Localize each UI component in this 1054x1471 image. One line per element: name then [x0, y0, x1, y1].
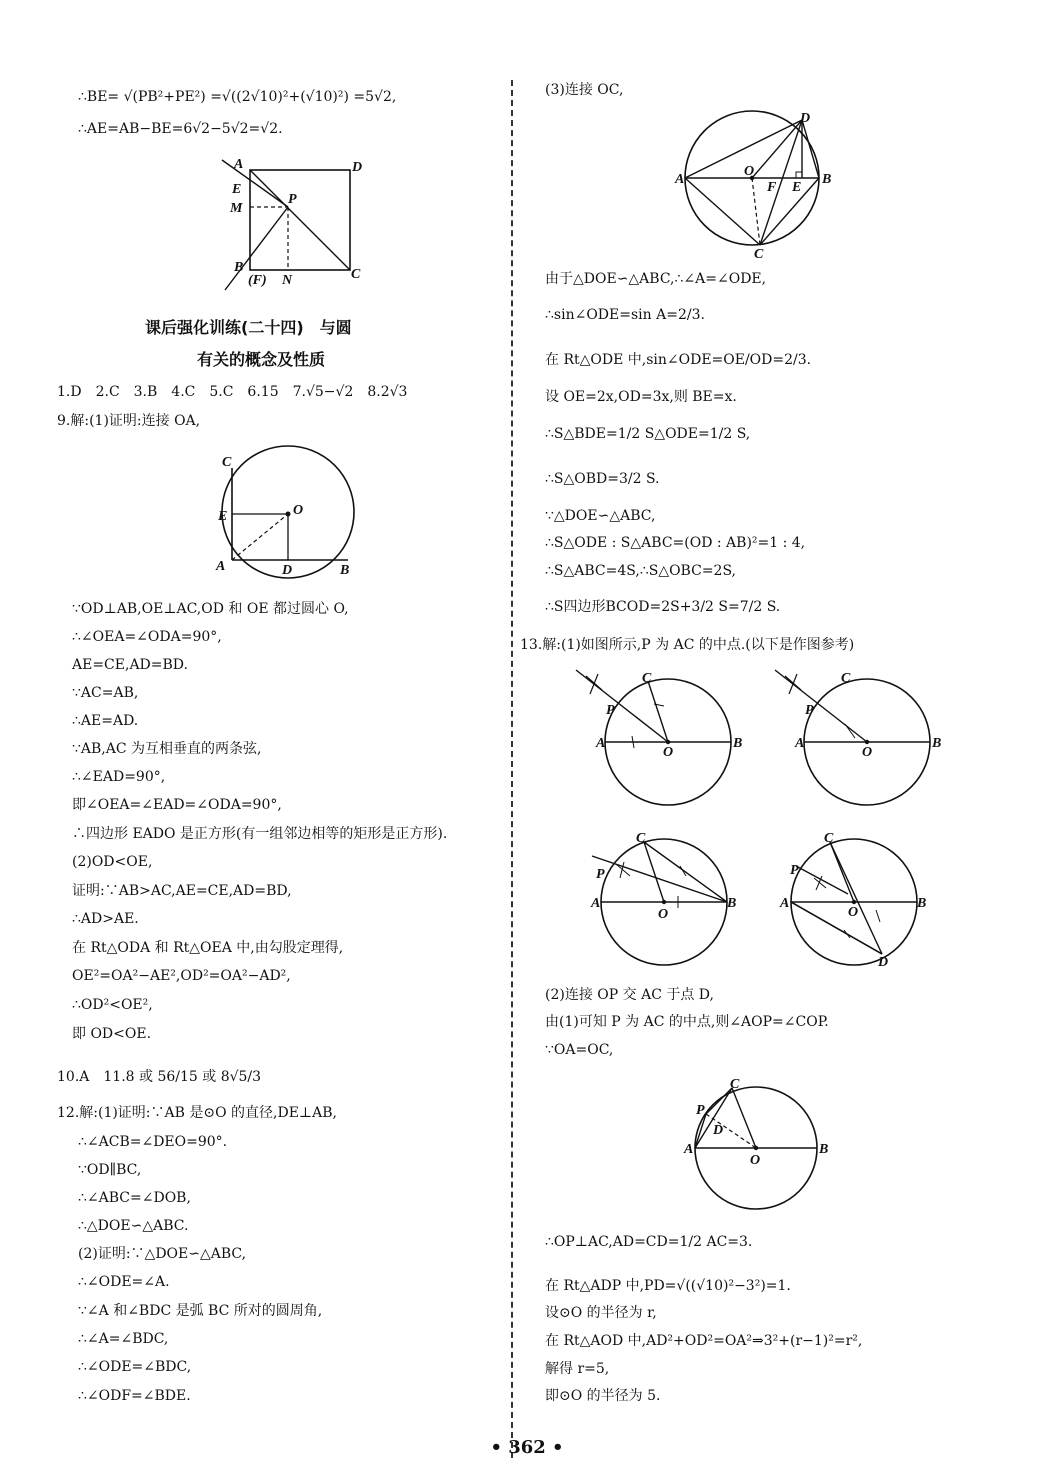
label-B: B [917, 896, 927, 911]
text-line: 即⊙O 的半径为 5. [545, 1388, 661, 1404]
text-line: ∴∠ODE=∠A. [78, 1274, 170, 1290]
page-number: • 362 • [490, 1437, 564, 1458]
label-B: B [822, 172, 832, 187]
text-line: 在 Rt△ADP 中,PD=√((√10)²−3²)=1. [545, 1278, 791, 1294]
label-B: B [727, 896, 737, 911]
construction-figure-4 [778, 826, 938, 971]
text-line: 证明:∵AB>AC,AE=CE,AD=BD, [72, 883, 292, 899]
construction-figure-1 [572, 668, 752, 818]
label-C: C [754, 247, 764, 262]
label-P: P [790, 863, 799, 878]
circle-figure-q12 [672, 108, 842, 268]
text-line: ∴OD²<OE², [72, 997, 153, 1013]
text-line: ∴AE=AD. [72, 713, 139, 729]
label-A: A [591, 896, 601, 911]
label-F: F [767, 180, 777, 195]
square-figure [220, 155, 370, 290]
text-line: ∴∠ACB=∠DEO=90°. [78, 1134, 228, 1150]
text-line: 设 OE=2x,OD=3x,则 BE=x. [545, 389, 737, 405]
text-line: ∵AC=AB, [72, 685, 139, 701]
text-line: (2)证明:∵△DOE∽△ABC, [78, 1246, 247, 1262]
label-A: A [216, 559, 226, 574]
label-O: O [862, 745, 873, 760]
label-C: C [222, 455, 232, 470]
label-D: D [352, 160, 363, 175]
label-E: E [232, 182, 242, 197]
text-line: (2)连接 OP 交 AC 于点 D, [545, 987, 714, 1003]
label-P: P [606, 703, 615, 718]
section-title: 有关的概念及性质 [197, 350, 326, 369]
text-line: ∴∠EAD=90°, [72, 769, 166, 785]
label-C: C [841, 671, 851, 686]
label-O: O [663, 745, 674, 760]
label-B: B [340, 563, 350, 578]
text-line: 在 Rt△ODA 和 Rt△OEA 中,由勾股定理得, [72, 940, 344, 956]
text-line: 在 Rt△ODE 中,sin∠ODE=OE/OD=2/3. [545, 352, 812, 368]
label-B: B [234, 260, 244, 275]
text-line: ∴S△OBD=3/2 S. [545, 471, 660, 487]
text-line: ∴S△BDE=1/2 S△ODE=1/2 S, [545, 426, 751, 442]
text-line: ∵∠A 和∠BDC 是弧 BC 所对的圆周角, [78, 1303, 323, 1319]
label-C: C [636, 831, 646, 846]
question-head: 9.解:(1)证明:连接 OA, [57, 413, 201, 429]
label-O: O [744, 164, 755, 179]
text-line: 即 OD<OE. [72, 1026, 152, 1042]
text-line: ∴OP⊥AC,AD=CD=1/2 AC=3. [545, 1234, 753, 1250]
label-B: B [819, 1142, 829, 1157]
label-A: A [675, 172, 685, 187]
text-line: ∴S△ODE : S△ABC=(OD : AB)²=1 : 4, [545, 535, 806, 551]
label-A: A [684, 1142, 694, 1157]
label-A: A [234, 157, 244, 172]
circle-figure-q13b [680, 1072, 840, 1237]
text-line: (2)OD<OE, [72, 854, 153, 870]
label-C: C [824, 831, 834, 846]
label-F: (F) [248, 273, 267, 288]
label-M: M [230, 201, 243, 216]
construction-figure-3 [588, 826, 748, 966]
text-line: ∴∠ABC=∠DOB, [78, 1190, 191, 1206]
text-line: ∴∠A=∠BDC, [78, 1331, 169, 1347]
text-line: 解得 r=5, [545, 1361, 610, 1377]
text-line: ∴S四边形BCOD=2S+3/2 S=7/2 S. [545, 599, 781, 615]
label-A: A [596, 736, 606, 751]
text-line: ∵OD⊥AB,OE⊥AC,OD 和 OE 都过圆心 O, [72, 601, 349, 617]
text-line: ∴S△ABC=4S,∴S△OBC=2S, [545, 563, 736, 579]
text-line: 由于△DOE∽△ABC,∴∠A=∠ODE, [545, 271, 767, 287]
label-O: O [848, 905, 859, 920]
text-line: ∴△DOE∽△ABC. [78, 1218, 189, 1234]
column-divider [511, 80, 513, 1458]
label-C: C [642, 671, 652, 686]
text-line: ∴∠ODF=∠BDE. [78, 1388, 191, 1404]
label-A: A [795, 736, 805, 751]
label-A: A [780, 896, 790, 911]
text-line: 即∠OEA=∠EAD=∠ODA=90°, [72, 797, 282, 813]
text-line: ∴BE= √(PB²+PE²) =√((2√10)²+(√10)²) =5√2, [78, 89, 397, 105]
label-D: D [878, 955, 889, 970]
text-line: 由(1)可知 P 为 AC 的中点,则∠AOP=∠COP. [545, 1014, 829, 1030]
text-line: ∴∠ODE=∠BDC, [78, 1359, 192, 1375]
label-O: O [750, 1153, 761, 1168]
text-line: ∴AD>AE. [72, 911, 139, 927]
question-head: 13.解:(1)如图所示,P 为 AC 的中点.(以下是作图参考) [520, 637, 855, 653]
label-E: E [792, 180, 802, 195]
section-title: 课后强化训练(二十四) 与圆 [145, 318, 352, 337]
text-line: ∴∠OEA=∠ODA=90°, [72, 629, 222, 645]
label-O: O [658, 907, 669, 922]
text-line: OE²=OA²−AE²,OD²=OA²−AD², [72, 968, 291, 984]
text-line: AE=CE,AD=BD. [72, 657, 188, 673]
label-E: E [218, 509, 228, 524]
text-line: ∵△DOE∽△ABC, [545, 508, 656, 524]
text-line: ∵OD∥BC, [78, 1162, 142, 1178]
text-line: 10.A 11.8 或 56/15 或 8√5/3 [57, 1069, 262, 1085]
text-line: ∴四边形 EADO 是正方形(有一组邻边相等的矩形是正方形). [72, 826, 448, 842]
text-line: ∴sin∠ODE=sin A=2/3. [545, 307, 705, 323]
label-C: C [730, 1077, 740, 1092]
text-line: ∵AB,AC 为互相垂直的两条弦, [72, 741, 262, 757]
label-N: N [282, 273, 293, 288]
text-line: ∴AE=AB−BE=6√2−5√2=√2. [78, 121, 283, 137]
label-B: B [932, 736, 942, 751]
label-O: O [293, 503, 304, 518]
label-D: D [282, 563, 293, 578]
text-line: 设⊙O 的半径为 r, [545, 1305, 657, 1321]
label-C: C [351, 267, 361, 282]
label-P: P [288, 192, 297, 207]
text-line: 在 Rt△AOD 中,AD²+OD²=OA²⇒3²+(r−1)²=r², [545, 1333, 863, 1349]
text-line: 12.解:(1)证明:∵AB 是⊙O 的直径,DE⊥AB, [57, 1105, 337, 1121]
label-D: D [800, 111, 811, 126]
label-B: B [733, 736, 743, 751]
label-D: D [713, 1123, 724, 1138]
label-P: P [696, 1103, 705, 1118]
construction-figure-2 [771, 668, 951, 818]
label-P: P [805, 703, 814, 718]
text-line: ∵OA=OC, [545, 1042, 614, 1058]
text-line: (3)连接 OC, [545, 82, 624, 98]
circle-figure-q9 [210, 448, 370, 583]
label-P: P [596, 867, 605, 882]
answers-line: 1.D 2.C 3.B 4.C 5.C 6.15 7.√5−√2 8.2√3 [57, 384, 408, 400]
